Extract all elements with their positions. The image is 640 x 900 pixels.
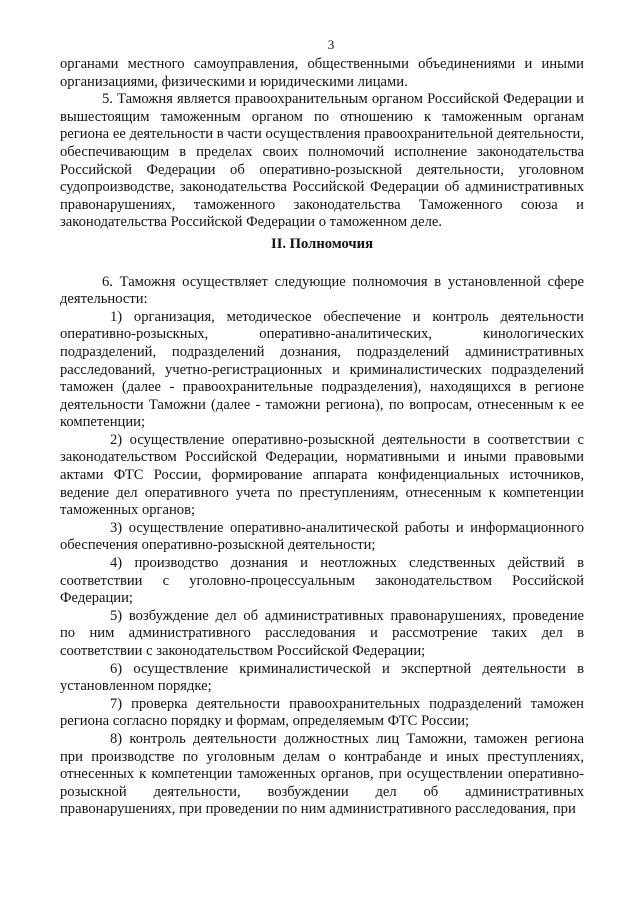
paragraph-continuation: органами местного самоуправления, общественными объединениями и иными организациями, физическими и юридическими лицами. (60, 56, 584, 90)
page-number: 3 (327, 37, 335, 52)
list-item-5: 5) возбуждение дел об административных правонарушениях, проведение по ним административного расследования и рассмотрение таких дел в соответствии с законодательством Российской Федерации; (60, 607, 584, 659)
paragraph-5: 5. Таможня является правоохранительным органом Российской Федерации и вышестоящим таможенным органом по отношению к таможенным органам региона ее деятельности в части осуществления правоохранительной деятельности, обеспечивающим в пределах своих полномочий исполнение законодательства Российской Федерации об оперативно-розыскной деятельности, уголовном судопроизводстве, законодательства Российской Федерации об административных правонарушениях, таможенного законодательства Таможенного союза и законодательства Российской Федерации о таможенном деле. (60, 91, 584, 231)
list-item-6: 6) осуществление криминалистической и экспертной деятельности в установленном порядке; (60, 660, 584, 695)
list-item-8: 8) контроль деятельности должностных лиц Таможни, таможен региона при производстве по уголовным делам о контрабанде и иных преступлениях, отнесенных к компетенции таможенных органов, при осуществлении оперативно-розыскной деятельности, возбуждении дел об административных правонарушениях, при проведении по ним административного расследования, при (60, 730, 584, 818)
list-item-1: 1) организация, методическое обеспечение и контроль деятельности оперативно-розыскных, оперативно-аналитических, кинологических подразделений, подразделений дознания, подразделений административных расследований, учетно-регистрационных и криминалистических подразделений таможен (далее - правоохранительные подразделения), находящихся в регионе деятельности Таможни (далее - таможни региона), по вопросам, отнесенным к ее компетенции; (60, 308, 584, 431)
list-item-7: 7) проверка деятельности правоохранительных подразделений таможен региона согласно порядку и формам, определяемым ФТС России; (60, 695, 584, 730)
document-page (60, 38, 584, 819)
section-heading: II. Полномочия (271, 235, 373, 252)
paragraph-6-intro: 6. Таможня осуществляет следующие полномочия в установленной сфере деятельности: (60, 273, 584, 308)
list-item-3: 3) осуществление оперативно-аналитической работы и информационного обеспечения оперативно-розыскной деятельности; (60, 519, 584, 554)
list-item-2: 2) осуществление оперативно-розыскной деятельности в соответствии с законодательством Российской Федерации, нормативными и иными правовыми актами ФТС России, формирование аппарата конфиденциальных источников, ведение дел оперативного учета по преступлениям, отнесенным к компетенции таможенных органов; (60, 431, 584, 519)
list-item-4: 4) производство дознания и неотложных следственных действий в соответствии с уголовно-процессуальным законодательством Российской Федерации; (60, 555, 584, 607)
